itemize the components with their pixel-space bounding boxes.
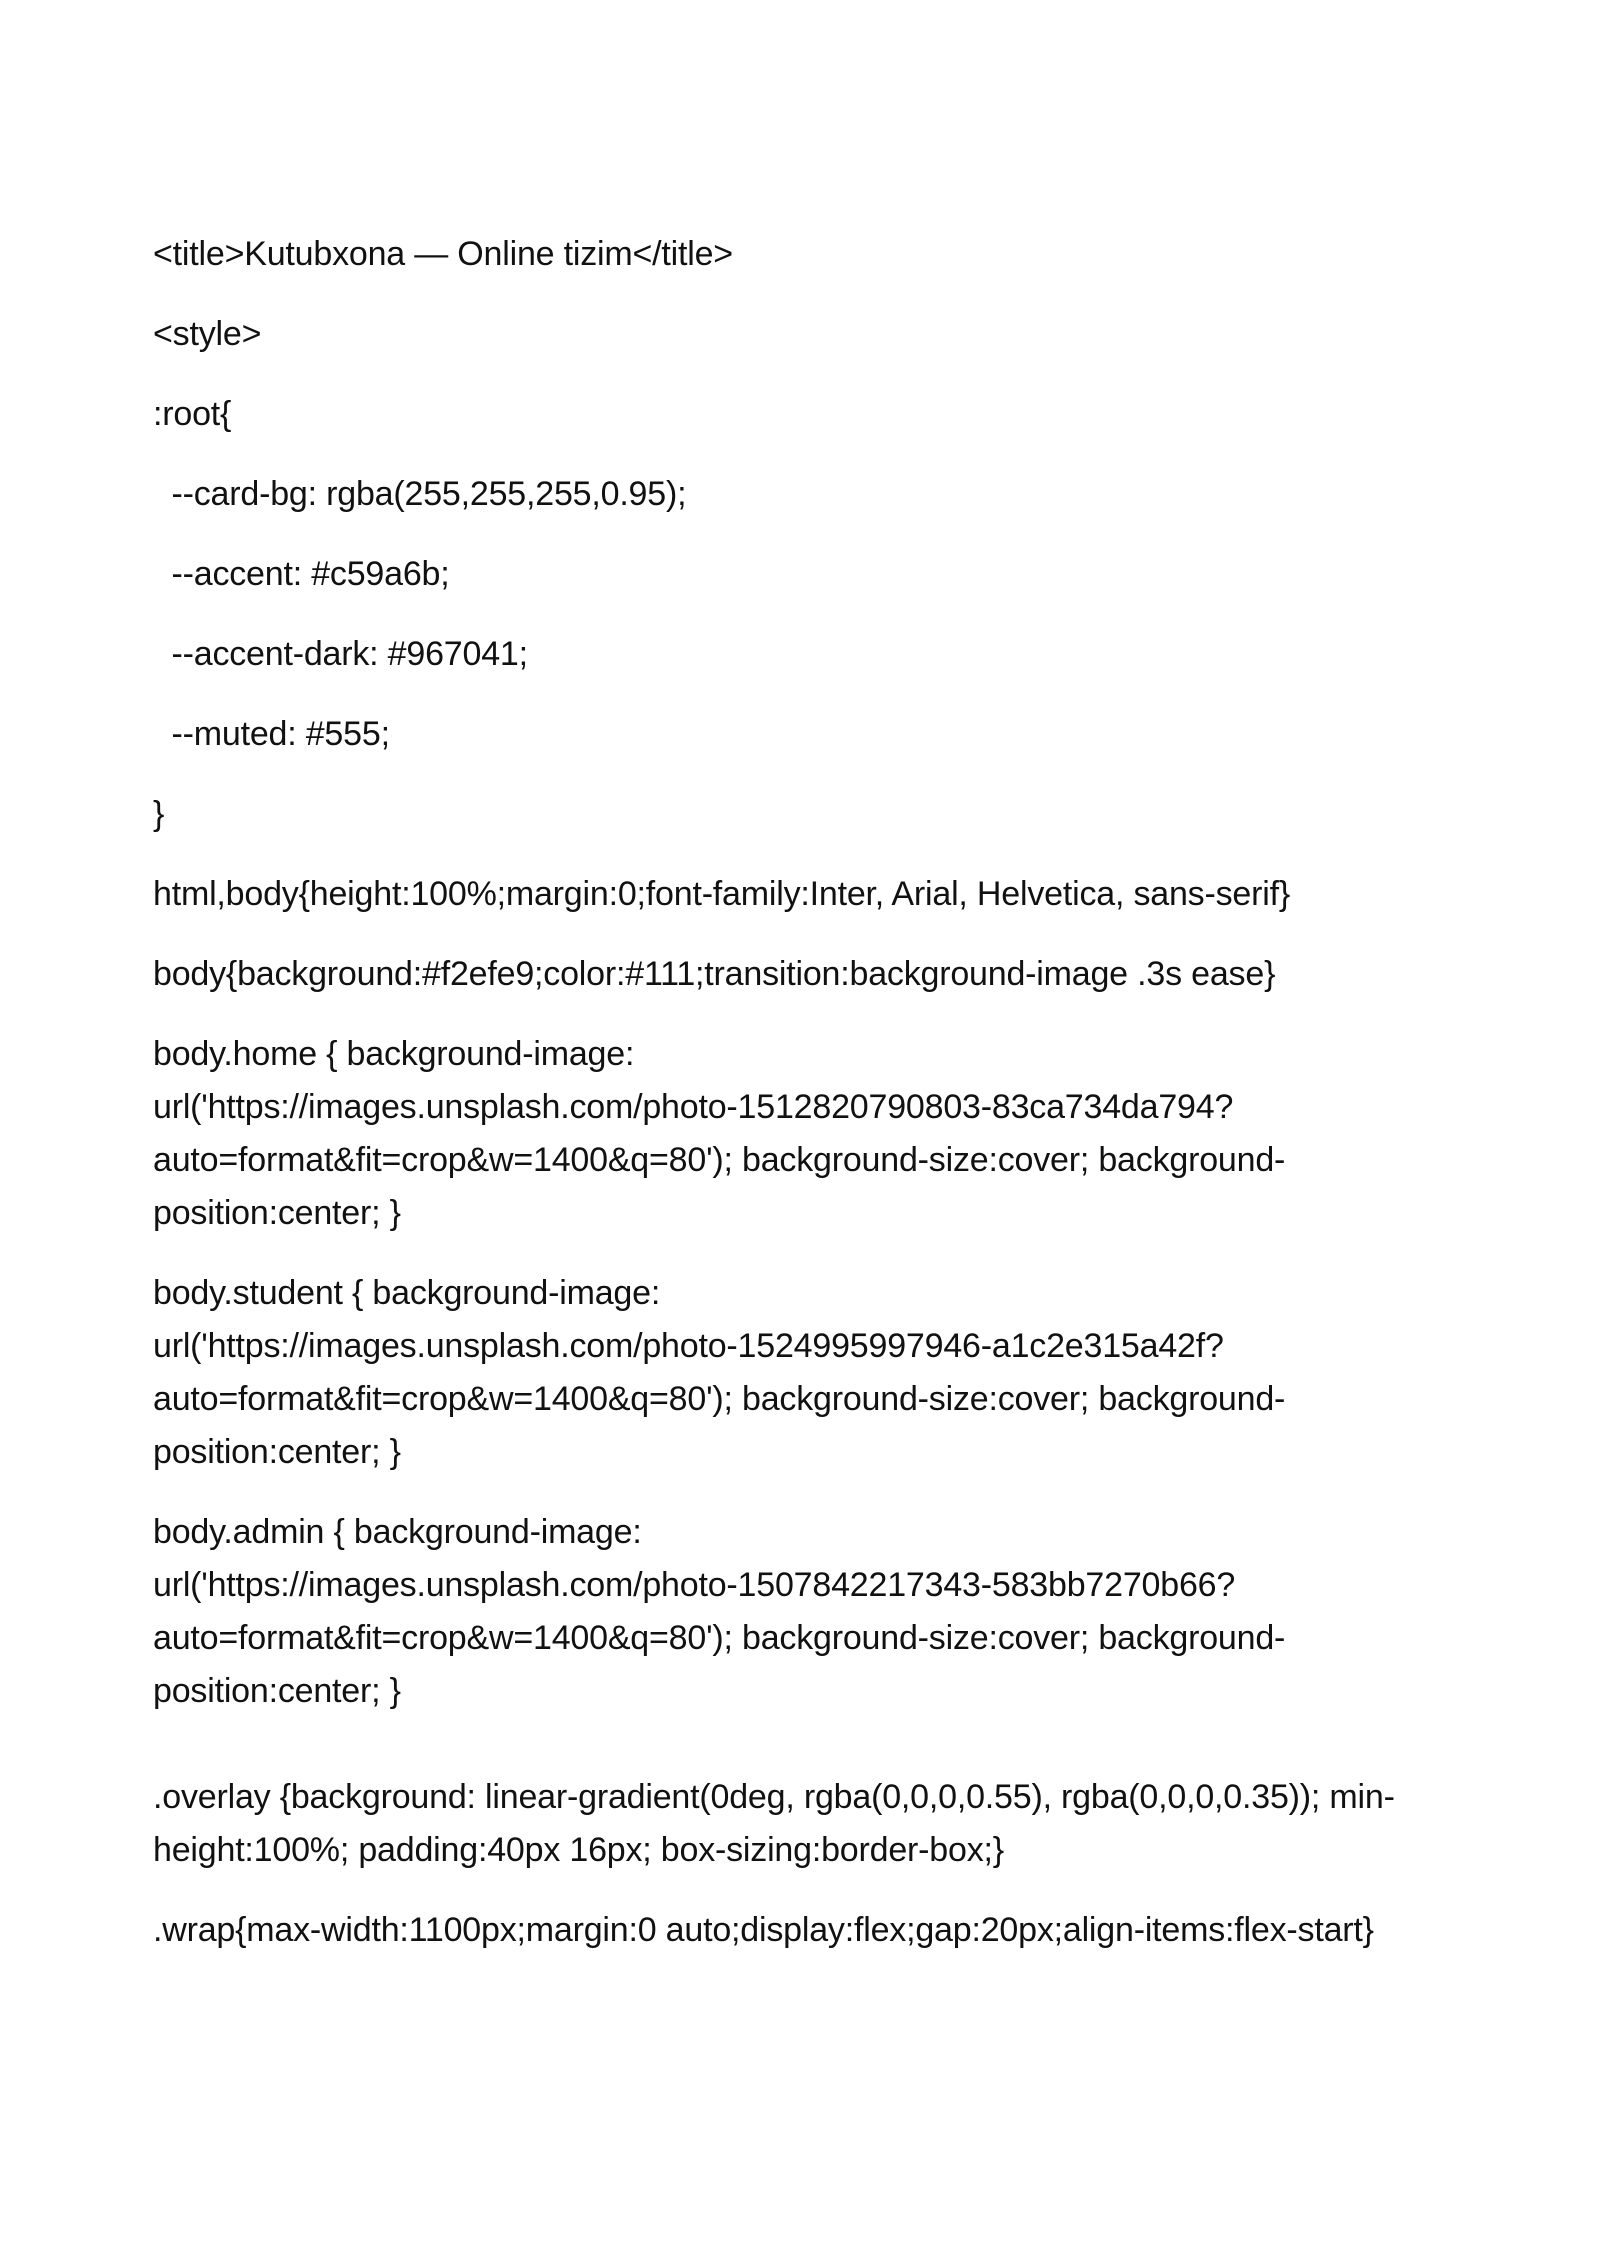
paragraph-root-open <box>153 388 1453 441</box>
text-line: position:center; } <box>153 1672 401 1710</box>
paragraph-muted <box>153 708 1453 761</box>
text-line: :root{ <box>153 395 232 433</box>
text-line: body{background:#f2efe9;color:#111;transition:background-image .3s ease} <box>153 955 1276 993</box>
paragraph-overlay <box>153 1771 1453 1877</box>
text-line: url('https://images.unsplash.com/photo-1512820790803-83ca734da794? <box>153 1088 1234 1126</box>
text-line: auto=format&fit=crop&w=1400&q=80'); background-size:cover; background- <box>153 1380 1286 1418</box>
paragraph-title-tag <box>153 228 1453 281</box>
text-line: --muted: #555; <box>153 715 390 753</box>
text-line: height:100%; padding:40px 16px; box-sizing:border-box;} <box>153 1831 1004 1869</box>
text-line: auto=format&fit=crop&w=1400&q=80'); background-size:cover; background- <box>153 1619 1286 1657</box>
paragraph-accent-dark <box>153 628 1453 681</box>
text-line: --accent: #c59a6b; <box>153 555 450 593</box>
paragraph-accent <box>153 548 1453 601</box>
text-line: .overlay {background: linear-gradient(0deg, rgba(0,0,0,0.55), rgba(0,0,0,0.35)); min- <box>153 1778 1395 1816</box>
text-line: body.student { background-image: <box>153 1274 661 1312</box>
text-line: url('https://images.unsplash.com/photo-1507842217343-583bb7270b66? <box>153 1566 1236 1604</box>
paragraph-body-student <box>153 1267 1453 1479</box>
document-body <box>153 228 1453 1984</box>
paragraph-root-close <box>153 788 1453 841</box>
paragraph-html-body <box>153 868 1453 921</box>
paragraph-body <box>153 948 1453 1001</box>
text-line: url('https://images.unsplash.com/photo-1524995997946-a1c2e315a42f? <box>153 1327 1224 1365</box>
text-line: --card-bg: rgba(255,255,255,0.95); <box>153 475 687 513</box>
paragraph-body-home <box>153 1028 1453 1240</box>
paragraph-card-bg <box>153 468 1453 521</box>
paragraph-wrap <box>153 1904 1453 1957</box>
paragraph-body-admin <box>153 1506 1453 1718</box>
text-line: auto=format&fit=crop&w=1400&q=80'); background-size:cover; background- <box>153 1141 1286 1179</box>
text-line: position:center; } <box>153 1433 401 1471</box>
text-line: <style> <box>153 315 262 353</box>
text-line: .wrap{max-width:1100px;margin:0 auto;display:flex;gap:20px;align-items:flex-start} <box>153 1911 1374 1949</box>
text-line: html,body{height:100%;margin:0;font-family:Inter, Arial, Helvetica, sans-serif} <box>153 875 1290 913</box>
text-line: --accent-dark: #967041; <box>153 635 528 673</box>
text-line: body.home { background-image: <box>153 1035 635 1073</box>
text-line: body.admin { background-image: <box>153 1513 642 1551</box>
paragraph-style-open <box>153 308 1453 361</box>
text-line: <title>Kutubxona — Online tizim</title> <box>153 235 733 273</box>
text-line: } <box>153 795 165 833</box>
text-line: position:center; } <box>153 1194 401 1232</box>
